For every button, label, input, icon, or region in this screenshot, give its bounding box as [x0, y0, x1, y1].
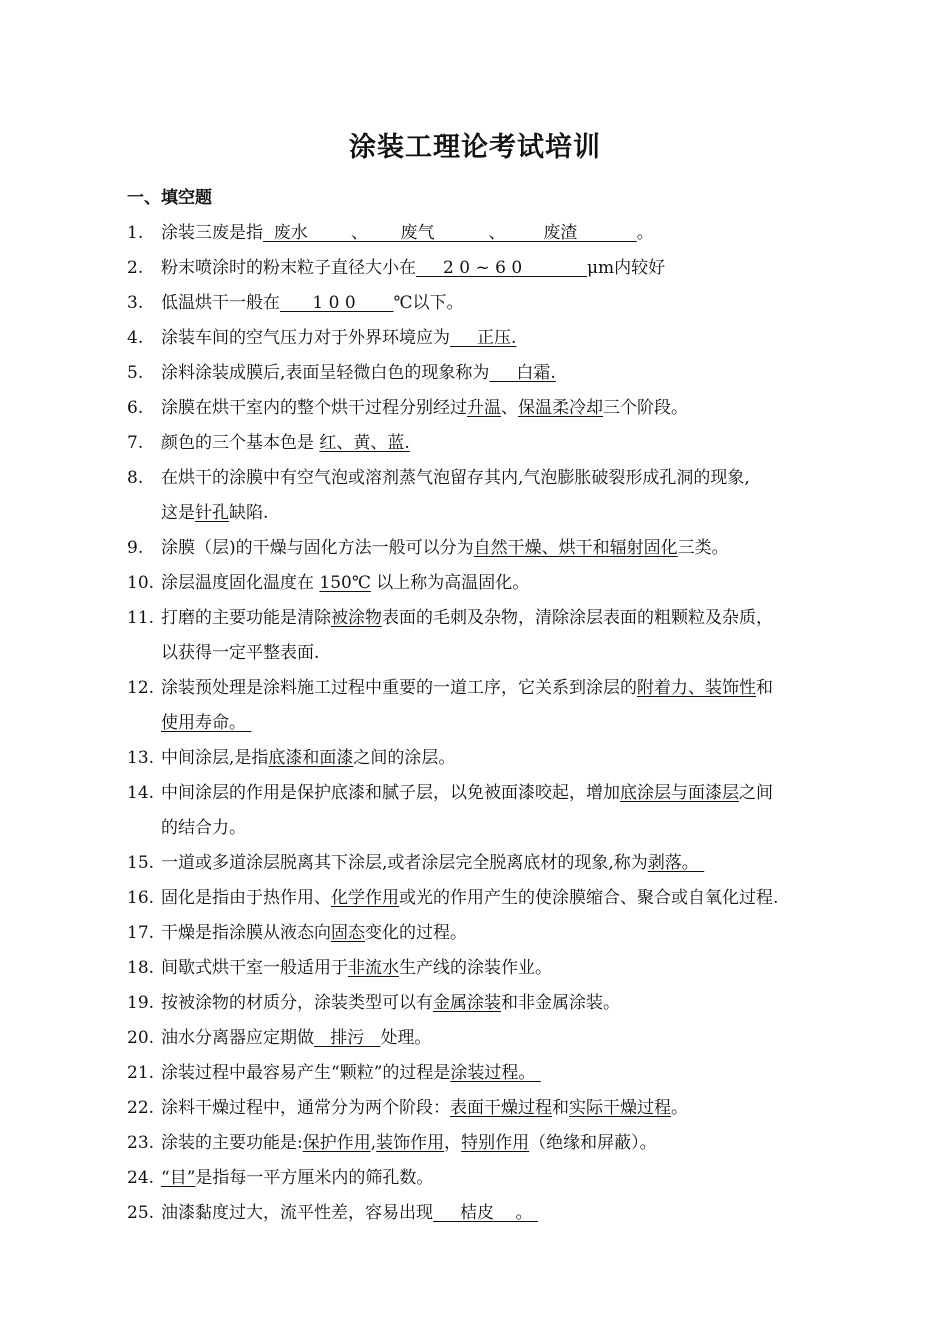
question-line — [161, 1126, 867, 1161]
question-item — [127, 846, 867, 881]
question-line — [161, 951, 867, 986]
answer-blank: 保温柔冷却 — [518, 398, 603, 418]
question-item — [127, 461, 867, 531]
answer-blank: 白霜. — [489, 363, 556, 383]
question-text: 以上称为高温固化。 — [370, 573, 530, 593]
question-text: 按被涂物的材质分，涂装类型可以有 — [161, 993, 433, 1013]
question-text: 表面的毛刺及杂物，清除涂层表面的粗颗粒及杂质， — [382, 608, 773, 628]
answer-blank: 装饰作用 — [376, 1133, 445, 1153]
answer-blank: 表面干燥过程 — [450, 1098, 552, 1118]
question-number: 7. — [127, 433, 144, 453]
answer-blank: 附着力、装饰性 — [637, 678, 756, 698]
question-text: 处理。 — [380, 1028, 432, 1048]
document-title: 涂装工理论考试培训 — [349, 132, 601, 163]
answer-blank: 底涂层与面漆层 — [620, 783, 739, 803]
question-line — [161, 671, 867, 706]
answer-blank: 2 0 ~ 6 0 — [416, 258, 587, 278]
question-text: 生产线的涂装作业。 — [399, 958, 552, 978]
question-line — [161, 1161, 867, 1196]
question-number: 4. — [127, 328, 144, 348]
question-line — [161, 566, 867, 601]
answer-blank: 非流水 — [348, 958, 399, 978]
question-line — [161, 1196, 867, 1231]
question-number: 25. — [127, 1203, 155, 1223]
answer-blank: 废水 、 废气 、 废渣 — [263, 223, 605, 243]
question-line — [161, 706, 867, 741]
question-item — [127, 741, 867, 776]
question-number: 14. — [127, 783, 155, 803]
question-text: 涂装车间的空气压力对于外界环境应为 — [161, 328, 450, 348]
question-text: 是指每一平方厘米内的筛孔数。 — [195, 1168, 434, 1188]
answer-blank: 金属涂装 — [433, 993, 501, 1013]
question-item — [127, 1196, 867, 1231]
question-text: 中间涂层的作用是保护底漆和腻子层，以免被面漆咬起，增加 — [161, 783, 620, 803]
question-text: 间歇式烘干室一般适用于 — [161, 958, 348, 978]
question-item — [127, 601, 867, 671]
answer-blank: 自然干燥、烘干和辐射固化 — [473, 538, 678, 558]
question-text: （绝缘和屏蔽）。 — [529, 1133, 657, 1153]
question-text: 固化是指由于热作用、 — [161, 888, 331, 908]
question-number: 3. — [127, 293, 144, 313]
question-text: 三个阶段。 — [603, 398, 688, 418]
question-line — [161, 741, 867, 776]
answer-blank: 涂装过程。 — [450, 1063, 541, 1083]
question-text: 。 — [636, 223, 654, 243]
question-text: 和 — [552, 1098, 569, 1118]
question-item — [127, 1021, 867, 1056]
question-number: 16. — [127, 888, 155, 908]
question-text: 、 — [501, 398, 518, 418]
question-line — [161, 356, 867, 391]
question-item — [127, 671, 867, 741]
answer-blank: 使用寿命。 — [161, 713, 252, 733]
question-line — [161, 216, 867, 251]
question-text: 涂膜在烘干室内的整个烘干过程分别经过 — [161, 398, 467, 418]
question-text: 和非金属涂装。 — [501, 993, 620, 1013]
question-item — [127, 251, 867, 286]
question-text: 。 — [671, 1098, 688, 1118]
answer-blank: 针孔 — [195, 503, 229, 523]
question-number: 9. — [127, 538, 144, 558]
answer-blank: 特别作用 — [461, 1133, 530, 1153]
question-item — [127, 356, 867, 391]
question-line — [161, 461, 867, 496]
question-line — [161, 1091, 867, 1126]
question-text: 颜色的三个基本色是 — [161, 433, 320, 453]
question-number: 1. — [127, 223, 144, 243]
question-text: ， — [444, 1133, 462, 1153]
answer-blank: 剥落。 — [647, 853, 705, 873]
answer-blank: 固态 — [331, 923, 365, 943]
question-text: 缺陷. — [229, 503, 269, 523]
question-text: 这是 — [161, 503, 195, 523]
answer-blank: 1 0 0 — [280, 293, 394, 313]
answer-blank: 实际干燥过程 — [569, 1098, 671, 1118]
question-list — [127, 216, 867, 1231]
question-line — [161, 881, 867, 916]
question-line — [161, 496, 867, 531]
question-line — [161, 1021, 867, 1056]
question-text: 低温烘干一般在 — [161, 293, 280, 313]
answer-blank: 桔皮 。 — [433, 1203, 539, 1223]
question-number: 21. — [127, 1063, 155, 1083]
question-number: 6. — [127, 398, 144, 418]
question-number: 19. — [127, 993, 155, 1013]
question-text: 油水分离器应定期做 — [161, 1028, 314, 1048]
question-number: 10. — [127, 573, 155, 593]
question-number: 13. — [127, 748, 155, 768]
question-item — [127, 216, 867, 251]
question-text: 打磨的主要功能是清除 — [161, 608, 331, 628]
question-text: 涂装的主要功能是: — [161, 1133, 303, 1153]
question-item — [127, 1161, 867, 1196]
question-text: μm内较好 — [587, 258, 666, 278]
question-number: 23. — [127, 1133, 155, 1153]
answer-blank: 正压. — [450, 328, 517, 348]
question-line — [161, 636, 867, 671]
question-line — [161, 776, 867, 811]
question-number: 12. — [127, 678, 155, 698]
question-number: 8. — [127, 468, 144, 488]
question-text: 中间涂层,是指 — [161, 748, 269, 768]
question-text: 之间的涂层。 — [353, 748, 456, 768]
question-text: 变化的过程。 — [365, 923, 467, 943]
question-text: 涂层温度固化温度在 — [161, 573, 320, 593]
question-text: 在烘干的涂膜中有空气泡或溶剂蒸气泡留存其内,气泡膨胀破裂形成孔洞的现象, — [161, 468, 750, 488]
question-number: 22. — [127, 1098, 155, 1118]
question-item — [127, 1126, 867, 1161]
question-text: ℃以下。 — [393, 293, 464, 313]
question-text: 粉末喷涂时的粉末粒子直径大小在 — [161, 258, 416, 278]
question-line — [161, 916, 867, 951]
answer-blank: 红、黄、蓝. — [319, 433, 410, 453]
question-line — [161, 531, 867, 566]
question-item — [127, 916, 867, 951]
question-text: 涂装过程中最容易产生“颗粒”的过程是 — [161, 1063, 451, 1083]
question-line — [161, 286, 867, 321]
question-number: 18. — [127, 958, 155, 978]
question-item — [127, 566, 867, 601]
answer-blank — [604, 223, 636, 243]
question-text: 和 — [756, 678, 773, 698]
question-line — [161, 1056, 867, 1091]
question-number: 5. — [127, 363, 144, 383]
question-text: 涂膜（层)的干燥与固化方法一般可以分为 — [161, 538, 474, 558]
question-item — [127, 881, 867, 916]
question-line — [161, 811, 867, 846]
answer-blank: 底漆和面漆 — [268, 748, 354, 768]
question-line — [161, 321, 867, 356]
question-item — [127, 321, 867, 356]
question-line — [161, 426, 867, 461]
question-item — [127, 286, 867, 321]
answer-blank: 排污 — [314, 1028, 381, 1048]
question-item — [127, 986, 867, 1021]
question-text: 或光的作用产生的使涂膜缩合、聚合或自氧化过程. — [399, 888, 779, 908]
question-line — [161, 251, 867, 286]
answer-blank: 保护作用 — [302, 1133, 371, 1153]
question-text: 油漆黏度过大，流平性差，容易出现 — [161, 1203, 433, 1223]
question-number: 2. — [127, 258, 144, 278]
question-text: 涂料涂装成膜后,表面呈轻微白色的现象称为 — [161, 363, 490, 383]
answer-blank: 150℃ — [319, 573, 371, 593]
question-text: 一道或多道涂层脱离其下涂层,或者涂层完全脱离底材的现象,称为 — [161, 853, 648, 873]
question-text: 的结合力。 — [161, 818, 246, 838]
question-text: 涂装预处理是涂料施工过程中重要的一道工序，它关系到涂层的 — [161, 678, 637, 698]
question-text: 干燥是指涂膜从液态向 — [161, 923, 331, 943]
question-item — [127, 531, 867, 566]
answer-blank: “目” — [161, 1168, 196, 1188]
question-text: 涂装三废是指 — [161, 223, 263, 243]
question-text: 以获得一定平整表面. — [161, 643, 320, 663]
answer-blank: 被涂物 — [331, 608, 382, 628]
question-item — [127, 1056, 867, 1091]
question-number: 17. — [127, 923, 155, 943]
question-number: 11. — [127, 608, 155, 628]
question-number: 24. — [127, 1168, 155, 1188]
answer-blank: 升温 — [467, 398, 501, 418]
question-number: 20. — [127, 1028, 155, 1048]
question-item — [127, 951, 867, 986]
section-heading: 一、填空题 — [127, 188, 212, 208]
question-line — [161, 601, 867, 636]
answer-blank: 化学作用 — [331, 888, 399, 908]
question-text: 之间 — [739, 783, 773, 803]
question-item — [127, 426, 867, 461]
question-number: 15. — [127, 853, 155, 873]
question-line — [161, 846, 867, 881]
question-line — [161, 391, 867, 426]
question-text: 三类。 — [677, 538, 729, 558]
question-item — [127, 1091, 867, 1126]
question-item — [127, 776, 867, 846]
question-item — [127, 391, 867, 426]
question-line — [161, 986, 867, 1021]
question-text: , — [370, 1133, 377, 1153]
question-text: 涂料干燥过程中，通常分为两个阶段： — [161, 1098, 450, 1118]
